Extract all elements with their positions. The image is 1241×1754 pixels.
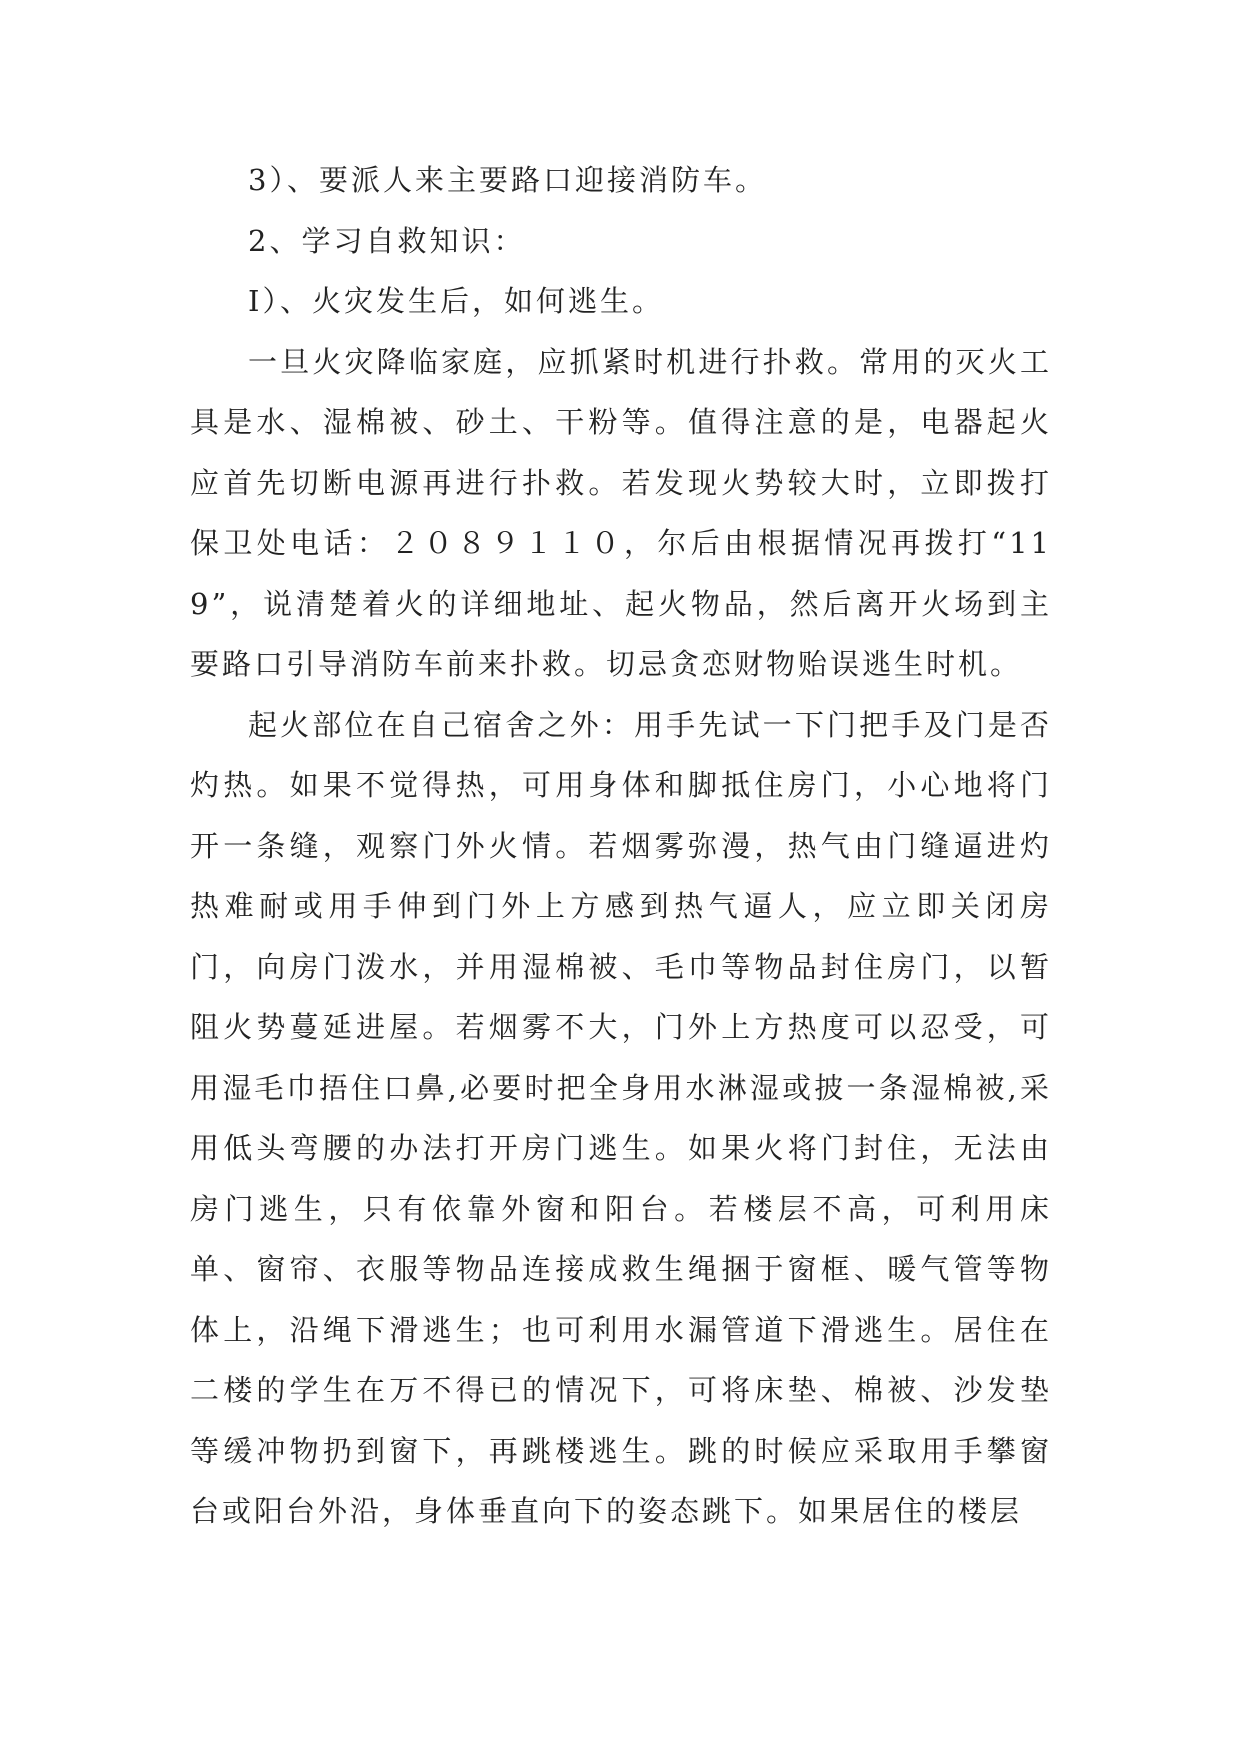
paragraph-fire-fighting: 一旦火灾降临家庭，应抓紧时机进行扑救。常用的灭火工具是水、湿棉被、砂土、干粉等。值得注意的是，电器起火应首先切断电源再进行扑救。若发现火势较大时，立即拨打保卫处电话：２０８９１１０，尔后由根据情况再拨打“119”，说清楚着火的详细地址、起火物品，然后离开火场到主要路口引导消防车前来扑救。切忌贪恋财物贻误逃生时机。 bbox=[190, 344, 1052, 681]
paragraph-heading-self-rescue: 2、学习自救知识： bbox=[248, 223, 526, 258]
paragraph-outside-fire: 起火部位在自己宿舍之外：用手先试一下门把手及门是否灼热。如果不觉得热，可用身体和脚抵住房门，小心地将门开一条缝，观察门外火情。若烟雾弥漫，热气由门缝逼进灼热难耐或用手伸到门外上方感到热气逼人，应立即关闭房门，向房门泼水，并用湿棉被、毛巾等物品封住房门，以暂阻火势蔓延进屋。若烟雾不大，门外上方热度可以忍受，可用湿毛巾捂住口鼻,必要时把全身用水淋湿或披一条湿棉被,采用低头弯腰的办法打开房门逃生。如果火将门封住，无法由房门逃生，只有依靠外窗和阳台。若楼层不高，可利用床单、窗帘、衣服等物品连接成救生绳捆于窗框、暖气管等物体上，沿绳下滑逃生；也可利用水漏管道下滑逃生。居住在二楼的学生在万不得已的情况下，可将床垫、棉被、沙发垫等缓冲物扔到窗下，再跳楼逃生。跳的时候应采取用手攀窗台或阳台外沿，身体垂直向下的姿态跳下。如果居住的楼层 bbox=[190, 707, 1052, 1528]
paragraph-heading-escape: I）、火灾发生后，如何逃生。 bbox=[248, 284, 664, 318]
paragraph-item-3-dispatch: 3）、要派人来主要路口迎接消防车。 bbox=[248, 163, 767, 197]
document-page bbox=[190, 150, 1052, 1542]
